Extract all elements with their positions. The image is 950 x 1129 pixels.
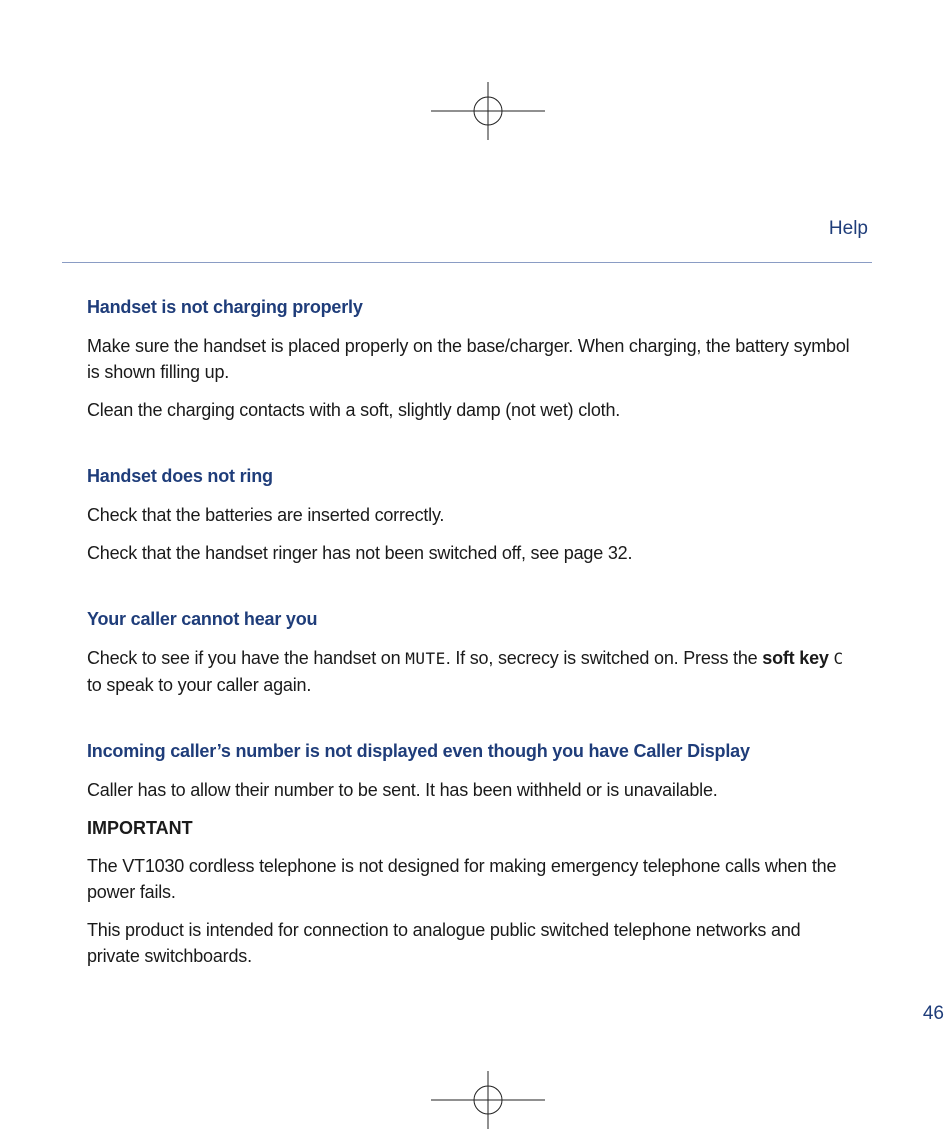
paragraph: The VT1030 cordless telephone is not designed for making emergency telephone calls when the power fails.: [87, 856, 837, 902]
paragraph: Make sure the handset is placed properly on the base/charger. When charging, the battery symbol is shown filling up.: [87, 336, 850, 382]
paragraph: Check that the handset ringer has not been switched off, see page 32.: [87, 543, 633, 563]
registration-mark-icon: [431, 82, 545, 140]
text: Check to see if you have the handset on: [87, 648, 406, 668]
help-content: [87, 294, 857, 981]
section-caller-hear: [87, 606, 857, 698]
paragraph-mute: [87, 645, 857, 698]
section-charging: [87, 294, 857, 423]
soft-key-c-icon: C: [833, 649, 844, 668]
page-number: 46: [922, 1003, 944, 1024]
paragraph: Clean the charging contacts with a soft, slightly damp (not wet) cloth.: [87, 400, 621, 420]
paragraph: This product is intended for connection to analogue public switched telephone networks and private switchboards.: [87, 920, 801, 966]
important-label: IMPORTANT: [87, 818, 193, 838]
section-label: Help: [828, 218, 868, 239]
header-rule: [62, 262, 872, 263]
section-ring: [87, 463, 857, 566]
section-heading: Handset does not ring: [87, 466, 273, 486]
section-caller-display: [87, 738, 857, 969]
paragraph: Caller has to allow their number to be sent. It has been withheld or is unavailable.: [87, 780, 718, 800]
section-heading: Handset is not charging properly: [87, 297, 363, 317]
key-label: soft key: [762, 648, 829, 668]
display-text-mute: MUTE: [405, 649, 446, 668]
text: . If so, secrecy is switched on. Press the: [445, 648, 763, 668]
section-heading: Your caller cannot hear you: [87, 609, 318, 629]
text: to speak to your caller again.: [87, 675, 312, 695]
section-heading: Incoming caller’s number is not displayed even though you have Caller Display: [87, 741, 750, 761]
registration-mark-icon: [431, 1071, 545, 1129]
paragraph: Check that the batteries are inserted correctly.: [87, 505, 445, 525]
